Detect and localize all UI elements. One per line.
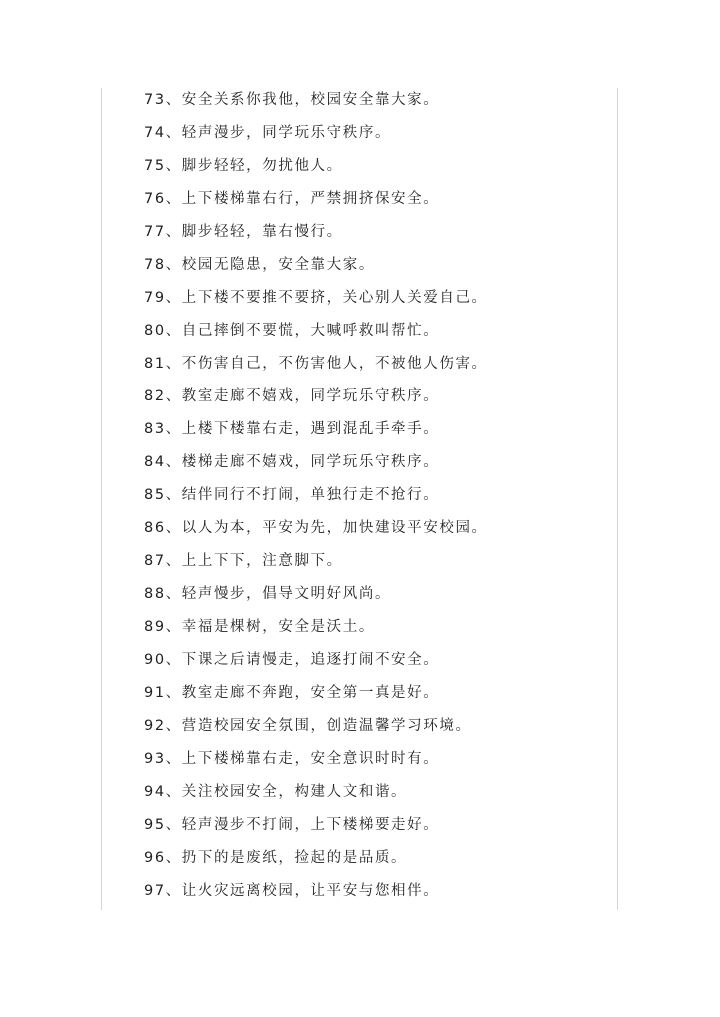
right-margin-line xyxy=(617,88,618,910)
slogan-item-79: 79、上下楼不要推不要挤，关心别人关爱自己。 xyxy=(144,289,488,306)
slogan-item-95: 95、轻声漫步不打闹，上下楼梯要走好。 xyxy=(144,816,440,833)
slogan-list xyxy=(144,84,488,907)
slogan-item-82: 82、教室走廊不嬉戏，同学玩乐守秩序。 xyxy=(144,388,440,405)
slogan-item-88: 88、轻声慢步，倡导文明好风尚。 xyxy=(144,586,392,603)
slogan-item-77: 77、脚步轻轻，靠右慢行。 xyxy=(144,223,343,240)
slogan-item-83: 83、上楼下楼靠右走，遇到混乱手牵手。 xyxy=(144,421,440,438)
left-margin-line xyxy=(101,88,102,910)
slogan-item-74: 74、轻声漫步，同学玩乐守秩序。 xyxy=(144,124,392,141)
slogan-item-87: 87、上上下下，注意脚下。 xyxy=(144,553,343,570)
slogan-item-73: 73、安全关系你我他，校园安全靠大家。 xyxy=(144,92,440,108)
slogan-item-90: 90、下课之后请慢走，追逐打闹不安全。 xyxy=(144,651,440,668)
slogan-item-94: 94、关注校园安全，构建人文和谐。 xyxy=(144,783,408,800)
slogan-item-78: 78、校园无隐患，安全靠大家。 xyxy=(144,256,375,273)
slogan-item-75: 75、脚步轻轻，勿扰他人。 xyxy=(144,157,343,174)
slogan-item-89: 89、幸福是棵树，安全是沃土。 xyxy=(144,619,375,635)
slogan-item-84: 84、楼梯走廊不嬉戏，同学玩乐守秩序。 xyxy=(144,454,440,471)
slogan-item-92: 92、营造校园安全氛围，创造温馨学习环境。 xyxy=(144,717,472,734)
slogan-item-93: 93、上下楼梯靠右走，安全意识时时有。 xyxy=(144,750,440,767)
slogan-item-86: 86、以人为本，平安为先，加快建设平安校园。 xyxy=(144,520,488,537)
slogan-item-97: 97、让火灾远离校园，让平安与您相伴。 xyxy=(144,882,440,899)
slogan-item-81: 81、不伤害自己，不伤害他人，不被他人伤害。 xyxy=(144,355,488,372)
slogan-item-85: 85、结伴同行不打闹，单独行走不抢行。 xyxy=(144,487,440,504)
slogan-item-76: 76、上下楼梯靠右行，严禁拥挤保安全。 xyxy=(144,190,440,207)
slogan-item-96: 96、扔下的是废纸，捡起的是品质。 xyxy=(144,849,408,866)
slogan-item-91: 91、教室走廊不奔跑，安全第一真是好。 xyxy=(144,684,440,701)
slogan-item-80: 80、自己摔倒不要慌，大喊呼救叫帮忙。 xyxy=(144,322,440,339)
